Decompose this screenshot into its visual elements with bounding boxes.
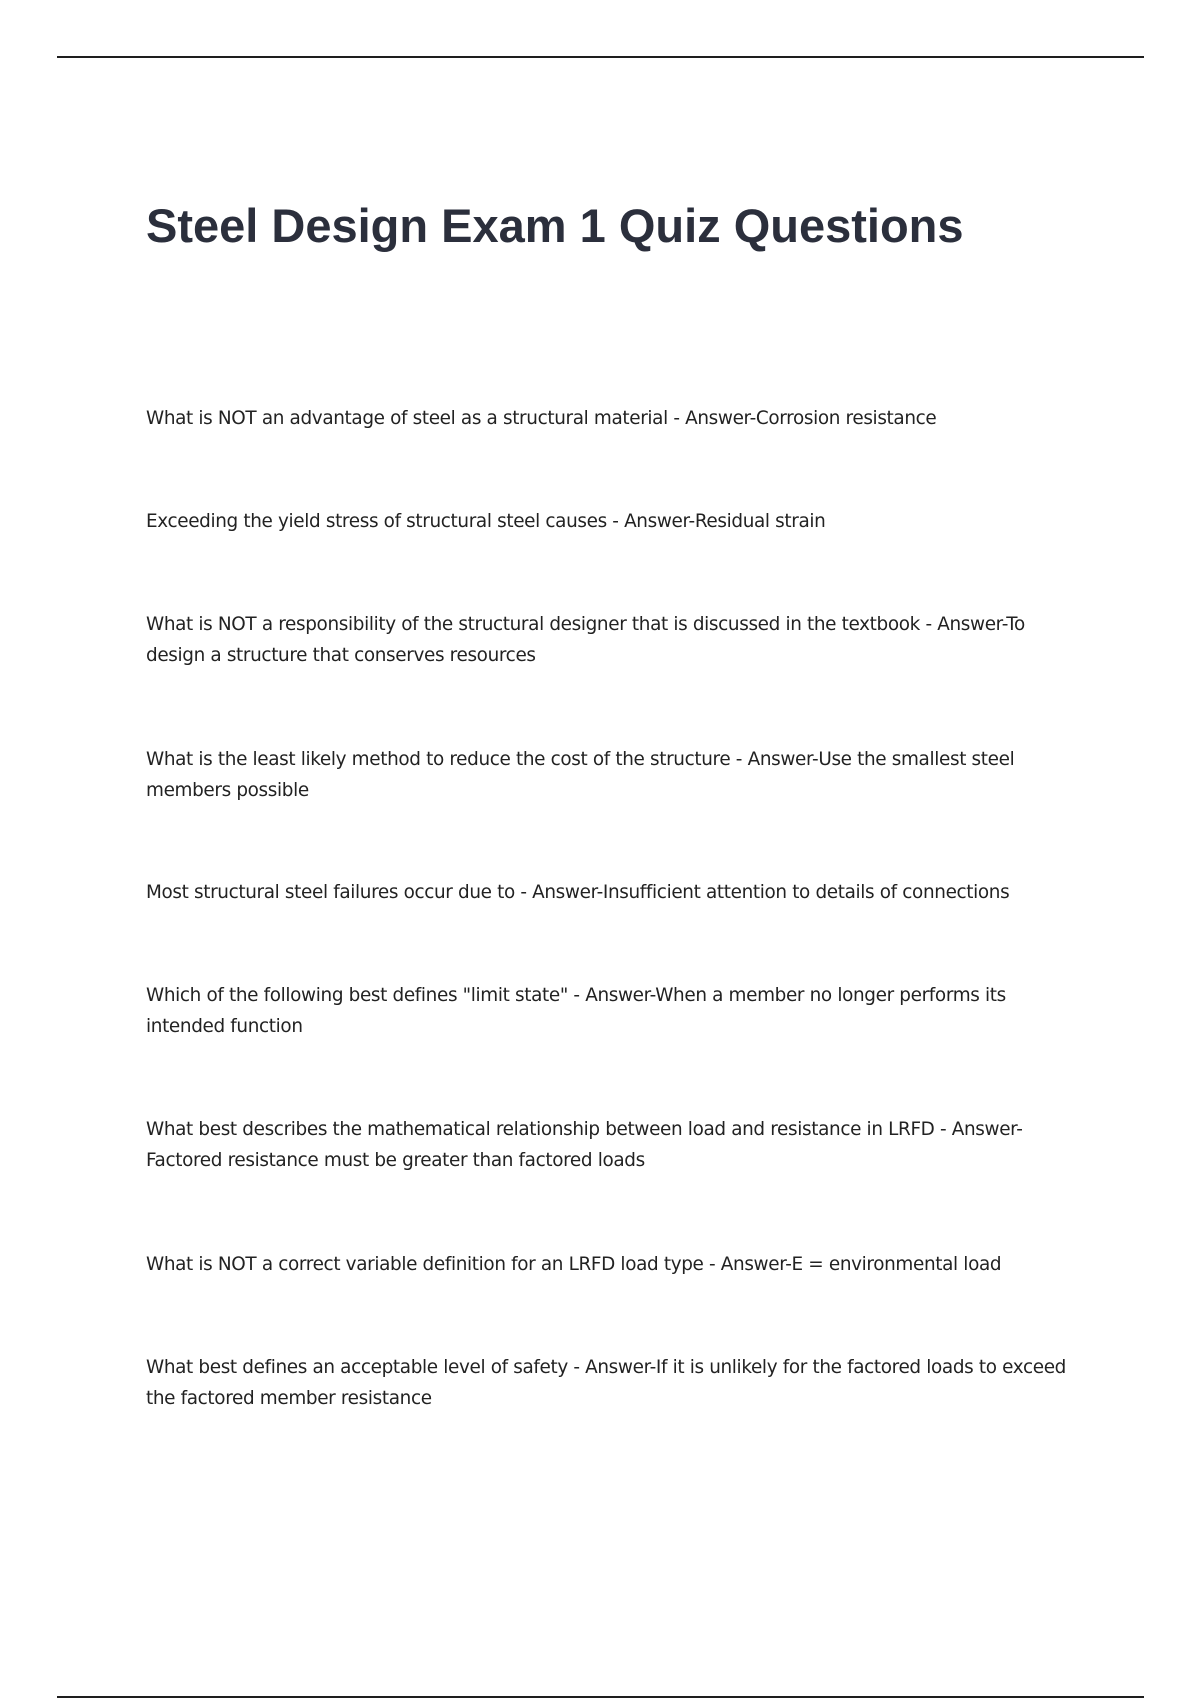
question-answer-item: Most structural steel failures occur due to - Answer-Insufficient attention to details of connections — [146, 882, 1010, 903]
document-title: Steel Design Exam 1 Quiz Questions — [146, 199, 964, 252]
question-answer-item: What best describes the mathematical relationship between load and resistance in LRFD - Answer-Factored resistance must be greater than factored loads — [146, 1119, 1023, 1171]
question-answer-item: What is NOT an advantage of steel as a structural material - Answer-Corrosion resistance — [146, 408, 937, 429]
question-answer-item: Which of the following best defines "limit state" - Answer-When a member no longer performs its intended function — [146, 985, 1006, 1037]
question-answer-item: What is NOT a responsibility of the structural designer that is discussed in the textbook - Answer-To design a structure that conserves resources — [146, 614, 1025, 666]
bottom-rule — [57, 1696, 1144, 1698]
question-answer-item: What is the least likely method to reduce the cost of the structure - Answer-Use the smallest steel members possible — [146, 749, 1015, 801]
question-answer-item: What is NOT a correct variable definition for an LRFD load type - Answer-E = environmental load — [146, 1254, 1002, 1275]
question-answer-item: Exceeding the yield stress of structural steel causes - Answer-Residual strain — [146, 511, 826, 532]
top-rule — [57, 56, 1144, 58]
question-answer-item: What best defines an acceptable level of safety - Answer-If it is unlikely for the factored loads to exceed the factored member resistance — [146, 1357, 1066, 1409]
